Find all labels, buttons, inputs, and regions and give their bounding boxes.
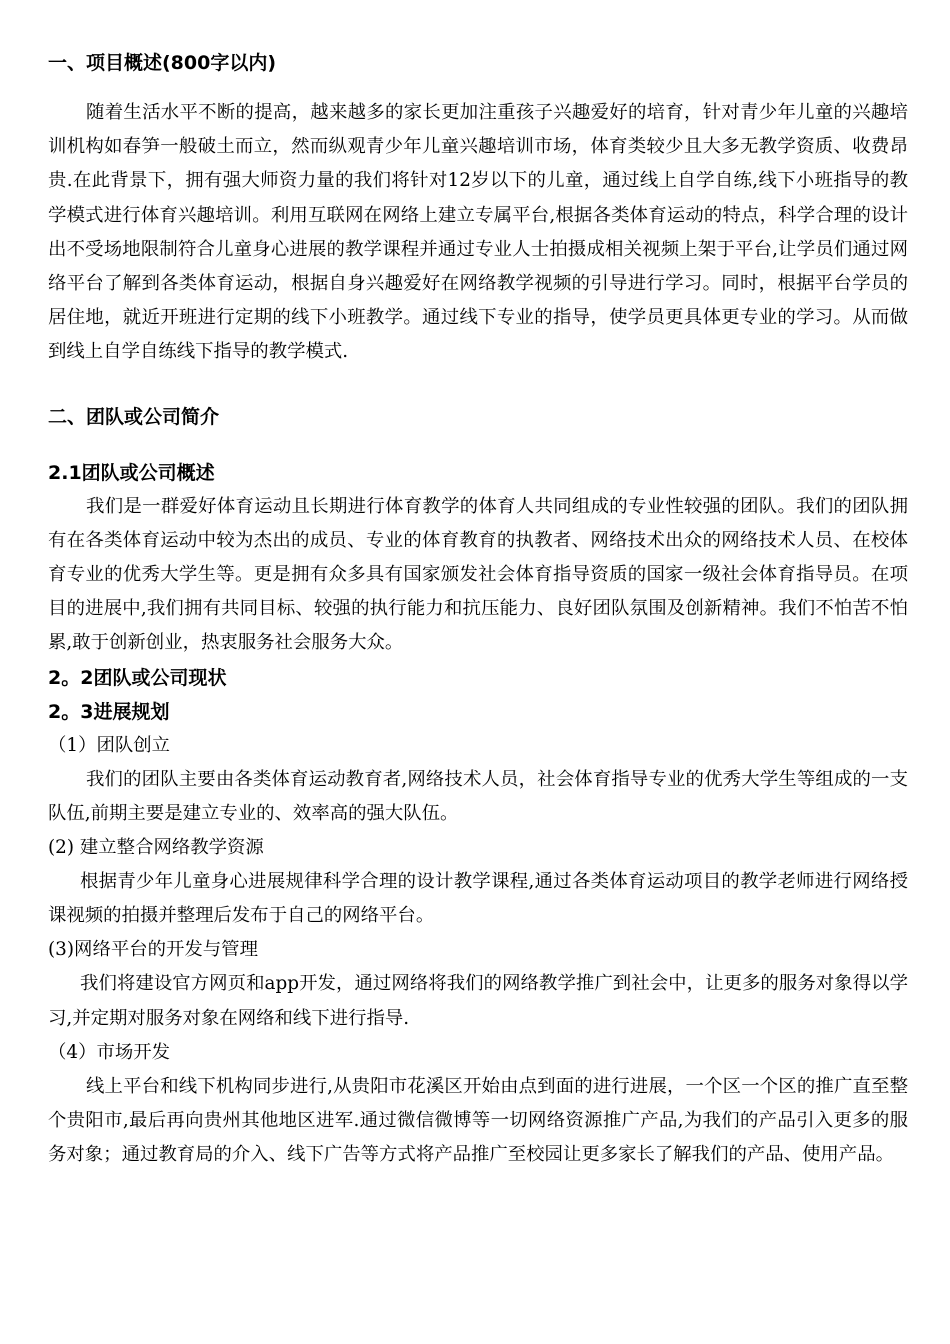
section-2-1-title: 2.1团队或公司概述 <box>48 461 215 484</box>
section-2-3-title: 2。3进展规划 <box>48 700 170 723</box>
section-1-title: 一、项目概述(800字以内) <box>48 52 277 74</box>
item-1-title: （1）团队创立 <box>48 734 171 756</box>
item-3-paragraph: 我们将建设官方网页和app开发，通过网络将我们的网络教学推广到社会中，让更多的服务对象得以学习,并定期对服务对象在网络和线下进行指导. <box>48 973 908 1029</box>
section-2-2-title: 2。2团队或公司现状 <box>48 666 227 689</box>
section-2-1-paragraph: 我们是一群爱好体育运动且长期进行体育教学的体育人共同组成的专业性较强的团队。我们的团队拥有在各类体育运动中较为杰出的成员、专业的体育教育的执教者、网络技术出众的网络技术人员、在校体育专业的优秀大学生等。更是拥有众多具有国家颁发社会体育指导资质的国家一级社会体育指导员。在项目的进展中,我们拥有共同目标、较强的执行能力和抗压能力、良好团队氛围及创新精神。我们不怕苦不怕累,敢于创新创业，热衷服务社会服务大众。 <box>48 495 908 654</box>
section-1-paragraph: 随着生活水平不断的提高，越来越多的家长更加注重孩子兴趣爱好的培育，针对青少年儿童的兴趣培训机构如春笋一般破土而立，然而纵观青少年儿童兴趣培训市场，体育类较少且大多无教学资质、收费昂贵.在此背景下，拥有强大师资力量的我们将针对12岁以下的儿童，通过线上自学自练,线下小班指导的教学模式进行体育兴趣培训。利用互联网在网络上建立专属平台,根据各类体育运动的特点，科学合理的设计出不受场地限制符合儿童身心进展的教学课程并通过专业人士拍摄成相关视频上架于平台,让学员们通过网络平台了解到各类体育运动，根据自身兴趣爱好在网络教学视频的引导进行学习。同时，根据平台学员的居住地，就近开班进行定期的线下小班教学。通过线下专业的指导，使学员更具体更专业的学习。从而做到线上自学自练线下指导的教学模式. <box>48 102 908 363</box>
item-2-title: (2) 建立整合网络教学资源 <box>48 837 264 859</box>
item-2-paragraph: 根据青少年儿童身心进展规律科学合理的设计教学课程,通过各类体育运动项目的教学老师进行网络授课视频的拍摄并整理后发布于自己的网络平台。 <box>48 871 908 927</box>
item-4-paragraph: 线上平台和线下机构同步进行,从贵阳市花溪区开始由点到面的进行进展，一个区一个区的推广直至整个贵阳市,最后再向贵州其他地区进军.通过微信微博等一切网络资源推广产品,为我们的产品引入更多的服务对象；通过教育局的介入、线下广告等方式将产品推广至校园让更多家长了解我们的产品、使用产品。 <box>48 1075 908 1166</box>
item-1-paragraph: 我们的团队主要由各类体育运动教育者,网络技术人员，社会体育指导专业的优秀大学生等组成的一支队伍,前期主要是建立专业的、效率高的强大队伍。 <box>48 768 908 824</box>
document-page <box>48 46 908 1172</box>
section-2-title: 二、团队或公司简介 <box>48 405 220 428</box>
item-3-title: (3)网络平台的开发与管理 <box>48 939 258 961</box>
item-4-title: （4）市场开发 <box>48 1041 171 1063</box>
